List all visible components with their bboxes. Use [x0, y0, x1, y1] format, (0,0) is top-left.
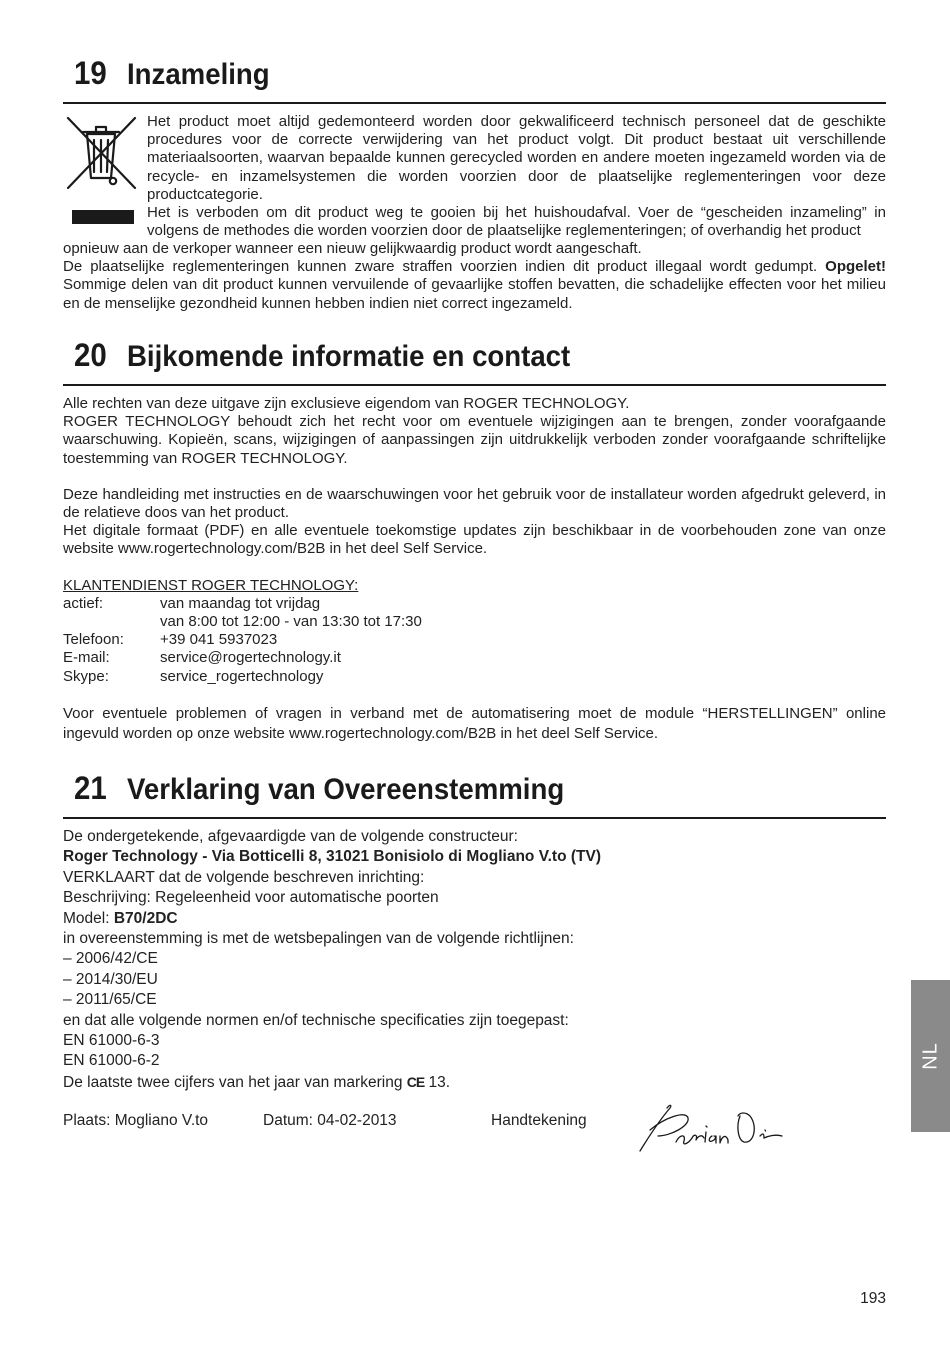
contact-value: van maandag tot vrijdag — [160, 594, 321, 612]
paragraph: Alle rechten van deze uitgave zijn exclusieve eigendom van ROGER TECHNOLOGY. — [63, 395, 630, 412]
paragraph: opnieuw aan de verkoper wanneer een nieuw gelijkwaardig product wordt aangeschaft. — [63, 240, 642, 257]
marking-line — [63, 1072, 886, 1093]
section-21-heading — [63, 770, 886, 819]
section-title: Verklaring van Overeenstemming — [127, 773, 565, 806]
model-label: Model: — [63, 909, 114, 927]
contact-value: van 8:00 tot 12:00 - van 13:30 tot 17:30 — [160, 613, 422, 631]
contact-key: Telefoon: — [63, 631, 124, 649]
section-title: Bijkomende informatie en contact — [127, 340, 571, 373]
contact-row-skype — [63, 668, 886, 686]
paragraph: Deze handleiding met instructies en de waarschuwingen voor het gebruik voor de installateur worden afgedrukt geleverd, in de relatieve doos van het product. — [63, 485, 886, 522]
paragraph: Het digitale formaat (PDF) en alle eventuele toekomstige updates zijn beschikbaar in de voorbehouden zone van onze website www.rogertechnology.com/B2B in het deel Self Service. — [63, 522, 886, 558]
contact-key — [63, 613, 160, 631]
section-number: 19 — [74, 55, 107, 91]
weee-crossed-bin-icon — [63, 112, 139, 230]
paragraph: Het is verboden om dit product weg te gooien bij het huishoudafval. Voer de “gescheiden inzameling” in volgens de methodes die worden voorzien door de plaatselijke reglementeringen; of overhandig het product — [147, 204, 886, 240]
section-number: 21 — [74, 770, 107, 806]
contact-key: Skype: — [63, 667, 109, 685]
service-heading: KLANTENDIENST ROGER TECHNOLOGY: — [63, 576, 359, 594]
section-19-full-text — [63, 240, 886, 313]
language-tab — [911, 980, 950, 1132]
language-tab-label: NL — [919, 1042, 941, 1070]
declaration-line: De ondergetekende, afgevaardigde van de volgende constructeur: — [63, 828, 518, 845]
warning-label: Opgelet! — [825, 258, 886, 276]
section-21-body — [63, 827, 886, 1093]
section-19-wrapped-text — [147, 113, 886, 240]
contact-value: +39 041 5937023 — [160, 631, 278, 649]
contact-row-hours — [63, 613, 886, 631]
section-19-heading — [63, 55, 886, 104]
place-text: Plaats: Mogliano V.to — [63, 1112, 209, 1129]
contact-key: E-mail: — [63, 649, 110, 667]
model-value: B70/2DC — [113, 909, 178, 927]
signature-label: Handtekening — [491, 1112, 587, 1129]
standard-item: EN 61000-6-2 — [63, 1052, 160, 1070]
section-number: 20 — [74, 337, 107, 373]
paragraph — [63, 258, 886, 313]
declaration-line: in overeenstemming is met de wetsbepalingen van de volgende richtlijnen: — [63, 930, 574, 948]
declaration-line: en dat alle volgende normen en/of technische specificaties zijn toegepast: — [63, 1011, 569, 1029]
directive-item: – 2011/65/CE — [63, 991, 157, 1009]
standard-item: EN 61000-6-3 — [63, 1032, 160, 1050]
contact-row-email — [63, 649, 886, 667]
text-run: De plaatselijke reglementeringen kunnen zware straffen voorzien indien dit product illegaal wordt gedumpt. — [63, 258, 818, 276]
paragraph: ROGER TECHNOLOGY behoudt zich het recht voor om eventuele wijzigingen aan te brengen, zonder voorafgaande waarschuwing. Kopieën, scans, wijzigingen of aanpassingen zijn uitdrukkelijk verboden zonder voorafgaande schriftelijke toestemming van ROGER TECHNOLOGY. — [63, 413, 886, 467]
page-number: 193 — [860, 1290, 886, 1307]
paragraph: Het product moet altijd gedemonteerd worden door gekwalificeerd technisch personeel dat de geschikte procedures voor de correcte verwijdering van het product volgt. Dit product bestaat uit verschillende materiaalsoorten, waarvan bepaalde kunnen gerecycled worden en andere moeten ingezameld worden via de recycle- en inzamelsystemen die worden voorzien door de plaatselijke reglementeringen voor deze productcategorie. — [147, 113, 886, 203]
section-title: Inzameling — [127, 58, 270, 91]
manufacturer-line: Roger Technology - Via Botticelli 8, 31021 Bonisiolo di Mogliano V.to (TV) — [63, 848, 601, 866]
text-run: Sommige delen van dit product kunnen vervuilende of gevaarlijke stoffen bevatten, die schadelijke effecten voor het milieu en de menselijke gezondheid kunnen hebben indien niet correct ingezameld. — [63, 276, 886, 312]
section-20-body — [63, 395, 886, 744]
ce-mark-icon: CE — [406, 1073, 425, 1090]
directive-item: – 2014/30/EU — [63, 970, 158, 988]
text-run: De laatste twee cijfers van het jaar van markering — [63, 1073, 403, 1091]
contact-key: actief: — [63, 594, 104, 612]
date-text: Datum: 04-02-2013 — [263, 1112, 397, 1129]
contact-value: service@rogertechnology.it — [160, 649, 341, 667]
description-line: Beschrijving: Regeleenheid voor automatische poorten — [63, 889, 439, 907]
paragraph: Voor eventuele problemen of vragen in verband met de automatisering moet de module “HERSTELLINGEN” online ingevuld worden op onze website www.rogertechnology.com/B2B in het deel Self Service. — [63, 704, 886, 742]
handwritten-signature — [636, 1096, 786, 1156]
contact-row-active — [63, 595, 886, 613]
section-20-heading — [63, 337, 886, 386]
contact-row-phone — [63, 631, 886, 649]
model-line — [63, 909, 886, 929]
declaration-line: VERKLAART dat de volgende beschreven inrichting: — [63, 868, 425, 886]
contact-value: service_rogertechnology — [160, 667, 324, 685]
directive-item: – 2006/42/CE — [63, 950, 158, 968]
text-run: 13. — [428, 1073, 451, 1091]
